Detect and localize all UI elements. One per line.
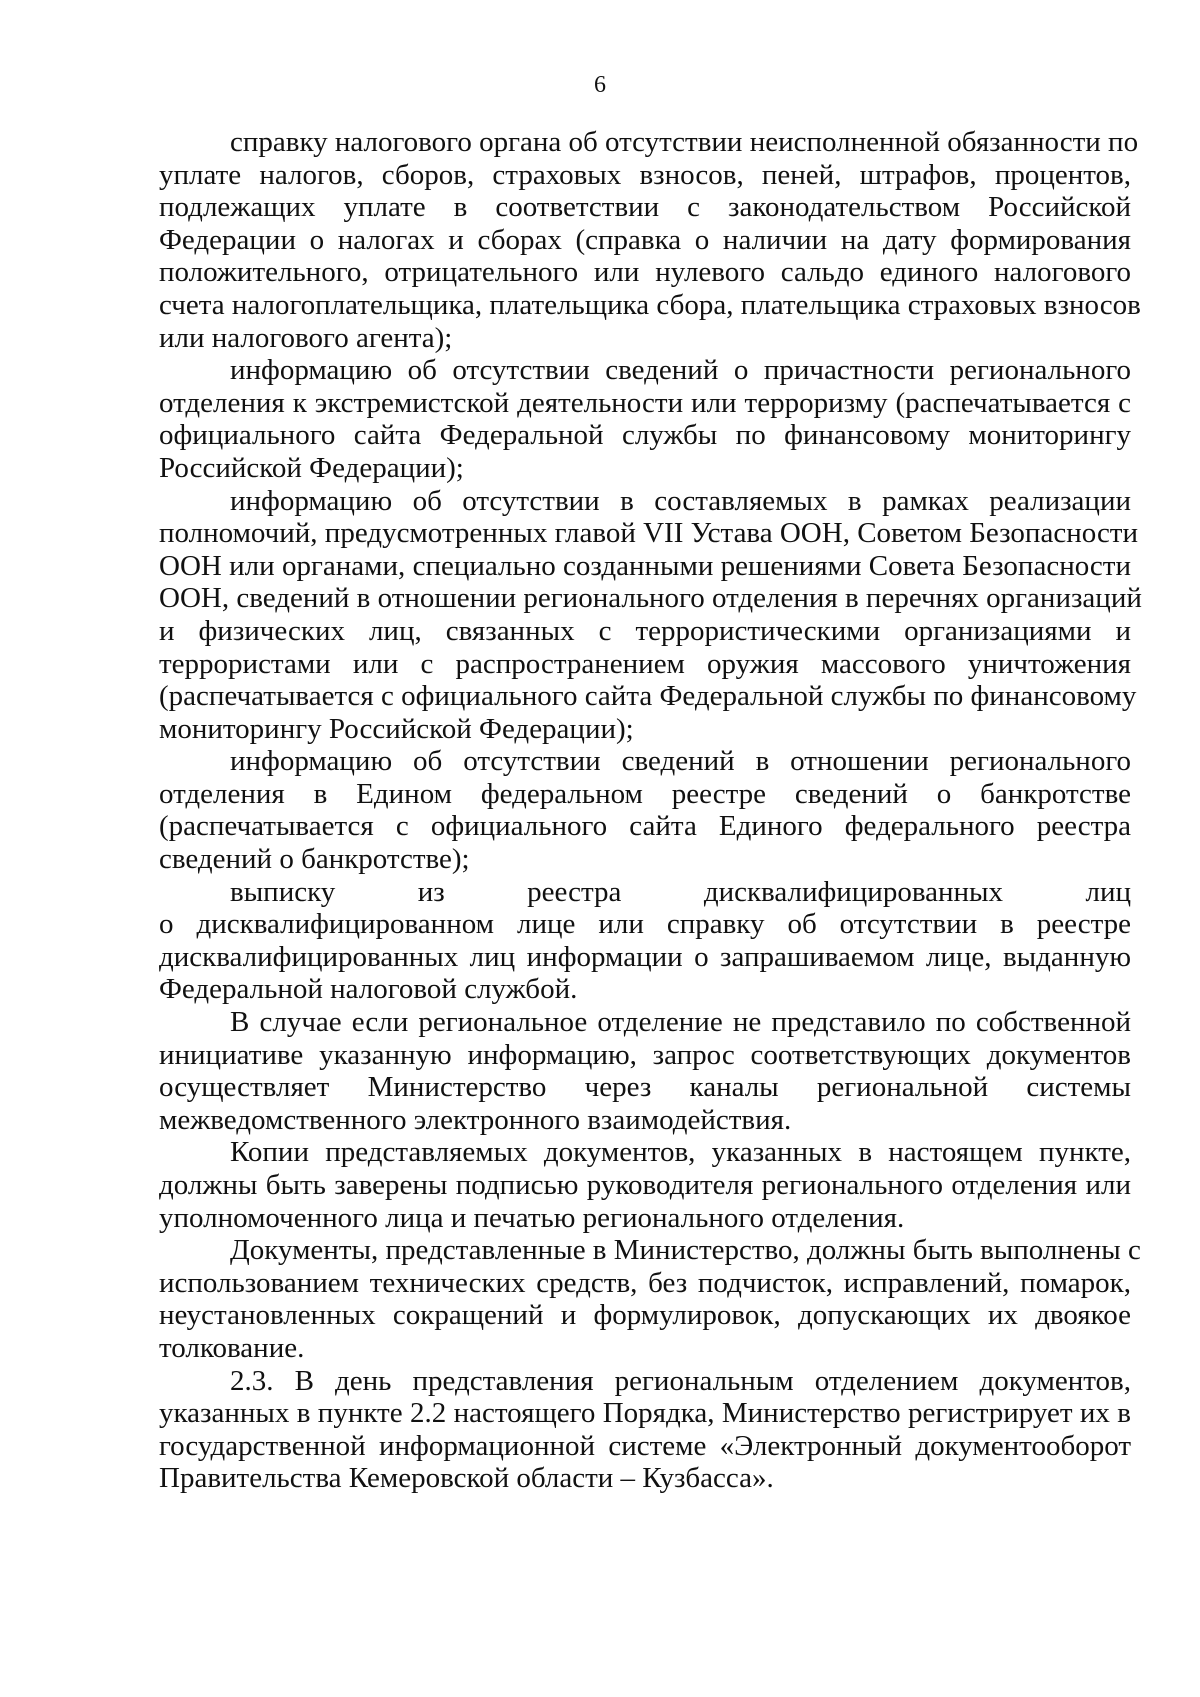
- text-line: 2.3. В день представления региональным отделением документов,: [230, 1364, 1131, 1397]
- paragraph-bankruptcy-info: [159, 745, 1131, 875]
- text-line: (распечатывается с официального сайта Федеральной службы по финансовому: [159, 680, 1137, 713]
- text-line: полномочий, предусмотренных главой VII Устава ООН, Советом Безопасности: [159, 517, 1139, 550]
- text-line: использованием технических средств, без подчисток, исправлений, помарок,: [159, 1266, 1131, 1299]
- text-line: террористами или с распространением оружия массового уничтожения: [159, 647, 1131, 680]
- text-line: справку налогового органа об отсутствии неисполненной обязанности по: [230, 126, 1139, 158]
- text-line: инициативе указанную информацию, запрос соответствующих документов: [159, 1038, 1131, 1071]
- text-line: Правительства Кемеровской области – Кузбасса».: [159, 1462, 774, 1495]
- text-line: Копии представляемых документов, указанных в настоящем пункте,: [230, 1136, 1131, 1169]
- text-line: выписку из реестра дисквалифицированных лиц: [230, 875, 1131, 908]
- text-line: Федерации о налогах и сборах (справка о наличии на дату формирования: [159, 223, 1131, 256]
- text-line: дисквалифицированных лиц информации о запрашиваемом лице, выданную: [159, 940, 1131, 973]
- text-line: указанных в пункте 2.2 настоящего Порядка, Министерство регистрирует их в: [159, 1397, 1131, 1430]
- text-line: осуществляет Министерство через каналы региональной системы: [159, 1071, 1131, 1104]
- text-line: неустановленных сокращений и формулировок, допускающих их двоякое: [159, 1299, 1131, 1332]
- paragraph-tax-certificate: [159, 126, 1141, 354]
- paragraph-interagency-request: [159, 1006, 1131, 1136]
- text-line: толкование.: [159, 1331, 305, 1364]
- text-line: отделения к экстремистской деятельности или терроризму (распечатывается с: [159, 386, 1131, 419]
- text-line: ООН или органами, специально созданными решениями Совета Безопасности: [159, 549, 1131, 582]
- text-line: отделения в Едином федеральном реестре сведений о банкротстве: [159, 777, 1131, 810]
- paragraph-un-lists-info: [159, 484, 1142, 746]
- text-line: государственной информационной системе «Электронный документооборот: [159, 1429, 1131, 1462]
- text-line: подлежащих уплате в соответствии с законодательством Российской: [159, 191, 1131, 224]
- text-line: сведений о банкротстве);: [159, 843, 470, 876]
- paragraph-extremism-info: [159, 354, 1131, 484]
- text-line: информацию об отсутствии сведений в отношении регионального: [230, 745, 1131, 778]
- text-line: должны быть заверены подписью руководителя регионального отделения или: [159, 1169, 1131, 1201]
- text-line: уполномоченного лица и печатью регионального отделения.: [159, 1201, 905, 1234]
- text-line: счета налогоплательщика, плательщика сбора, плательщика страховых взносов: [159, 288, 1141, 321]
- text-line: Российской Федерации);: [159, 451, 464, 484]
- text-line: информацию об отсутствии в составляемых в рамках реализации: [230, 484, 1131, 517]
- text-line: ООН, сведений в отношении регионального отделения в перечнях организаций: [159, 582, 1142, 615]
- paragraph-document-requirements: [159, 1234, 1141, 1364]
- text-line: Федеральной налоговой службой.: [159, 973, 578, 1006]
- text-line: и физических лиц, связанных с террористическими организациями и: [159, 614, 1131, 647]
- text-line: официального сайта Федеральной службы по финансовому мониторингу: [159, 419, 1131, 452]
- document-body: [159, 126, 1142, 1495]
- paragraph-copies-certification: [159, 1136, 1131, 1234]
- text-line: положительного, отрицательного или нулевого сальдо единого налогового: [159, 256, 1131, 289]
- text-line: (распечатывается с официального сайта Единого федерального реестра: [159, 810, 1131, 843]
- text-line: В случае если региональное отделение не представило по собственной: [230, 1006, 1131, 1039]
- text-line: уплате налогов, сборов, страховых взносов, пеней, штрафов, процентов,: [159, 158, 1131, 191]
- page-number: 6: [594, 72, 606, 98]
- paragraph-disqualified-registry: [159, 876, 1131, 1006]
- text-line: информацию об отсутствии сведений о причастности регионального: [230, 354, 1131, 387]
- text-line: межведомственного электронного взаимодействия.: [159, 1103, 792, 1136]
- text-line: мониторингу Российской Федерации);: [159, 712, 634, 745]
- text-line: Документы, представленные в Министерство, должны быть выполнены с: [230, 1234, 1141, 1267]
- text-line: о дисквалифицированном лице или справку об отсутствии в реестре: [159, 908, 1131, 941]
- text-line: или налогового агента);: [159, 321, 453, 354]
- paragraph-section-2-3: [159, 1365, 1131, 1495]
